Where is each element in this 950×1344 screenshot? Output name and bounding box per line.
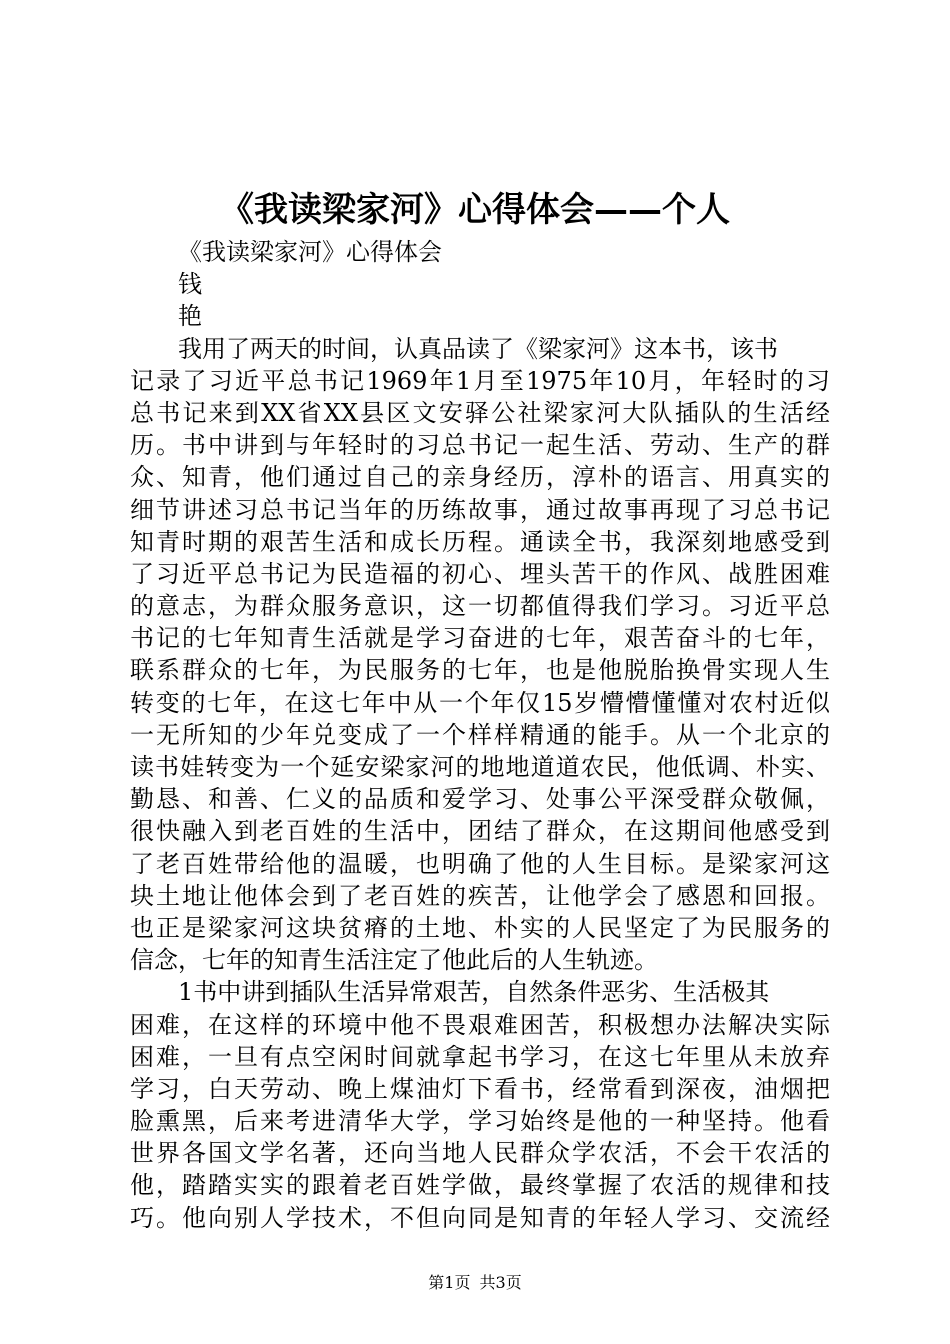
paragraph-line: 我用了两天的时间，认真品读了《梁家河》这本书，该书 [178, 334, 778, 363]
paragraph-line: 脸熏黑，后来考进清华大学，学习始终是他的一种坚持。他看 [130, 1107, 830, 1136]
paragraph-line: 书记的七年知青生活就是学习奋进的七年，艰苦奋斗的七年， [130, 624, 830, 653]
document-body [130, 236, 830, 1234]
paragraph-line: 历。书中讲到与年轻时的习总书记一起生活、劳动、生产的群 [130, 431, 830, 460]
paragraph-line: 了习近平总书记为民造福的初心、埋头苦干的作风、战胜困难 [130, 559, 830, 588]
paragraph-line: 世界各国文学名著，还向当地人民群众学农活，不会干农活的 [130, 1139, 830, 1168]
paragraph-line: 的意志，为群众服务意识，这一切都值得我们学习。习近平总 [130, 592, 830, 621]
author-line: 艳 [178, 302, 202, 331]
paragraph-line: 1书中讲到插队生活异常艰苦，自然条件恶劣、生活极其 [178, 978, 770, 1007]
paragraph-line: 转变的七年，在这七年中从一个年仅15岁懵懵懂懂对农村近似 [130, 688, 830, 717]
paragraph-line: 巧。他向别人学技术，不但向同是知青的年轻人学习、交流经 [130, 1203, 830, 1232]
paragraph-line: 困难，在这样的环境中他不畏艰难困苦，积极想办法解决实际 [130, 1010, 830, 1039]
paragraph-line: 一无所知的少年兑变成了一个样样精通的能手。从一个北京的 [130, 720, 830, 749]
paragraph-line: 很快融入到老百姓的生活中，团结了群众，在这期间他感受到 [130, 817, 830, 846]
page-total: 共3页 [479, 1273, 522, 1292]
paragraph-line: 困难，一旦有点空闲时间就拿起书学习，在这七年里从未放弃 [130, 1042, 830, 1071]
paragraph-line: 勤恳、和善、仁义的品质和爱学习、处事公平深受群众敬佩， [130, 785, 830, 814]
paragraph-line: 他，踏踏实实的跟着老百姓学做，最终掌握了农活的规律和技 [130, 1171, 830, 1200]
paragraph-line: 记录了习近平总书记1969年1月至1975年10月，年轻时的习 [130, 366, 830, 395]
paragraph-line: 学习，白天劳动、晚上煤油灯下看书，经常看到深夜，油烟把 [130, 1074, 830, 1103]
paragraph-line: 块土地让他体会到了老百姓的疾苦，让他学会了感恩和回报。 [130, 881, 830, 910]
paragraph-line: 总书记来到XX省XX县区文安驿公社梁家河大队插队的生活经 [130, 398, 830, 427]
subtitle-line: 《我读梁家河》心得体会 [178, 238, 442, 266]
paragraph-line: 细节讲述习总书记当年的历练故事，通过故事再现了习总书记 [130, 495, 830, 524]
paragraph-line: 也正是梁家河这块贫瘠的土地、朴实的人民坚定了为民服务的 [130, 913, 830, 942]
paragraph-line: 读书娃转变为一个延安梁家河的地地道道农民，他低调、朴实、 [130, 753, 830, 781]
paragraph-line: 众、知青，他们通过自己的亲身经历，淳朴的语言、用真实的 [130, 463, 830, 492]
document-title: 《我读梁家河》心得体会——个人 [220, 190, 730, 230]
paragraph-line: 了老百姓带给他的温暖，也明确了他的人生目标。是梁家河这 [130, 849, 830, 878]
paragraph-line: 知青时期的艰苦生活和成长历程。通读全书，我深刻地感受到 [130, 527, 830, 556]
page-footer [0, 1272, 950, 1294]
paragraph-line: 联系群众的七年，为民服务的七年，也是他脱胎换骨实现人生 [130, 656, 830, 685]
paragraph-line: 信念，七年的知青生活注定了他此后的人生轨迹。 [130, 946, 658, 975]
author-line: 钱 [178, 270, 202, 299]
page-number: 第1页 [428, 1273, 471, 1292]
